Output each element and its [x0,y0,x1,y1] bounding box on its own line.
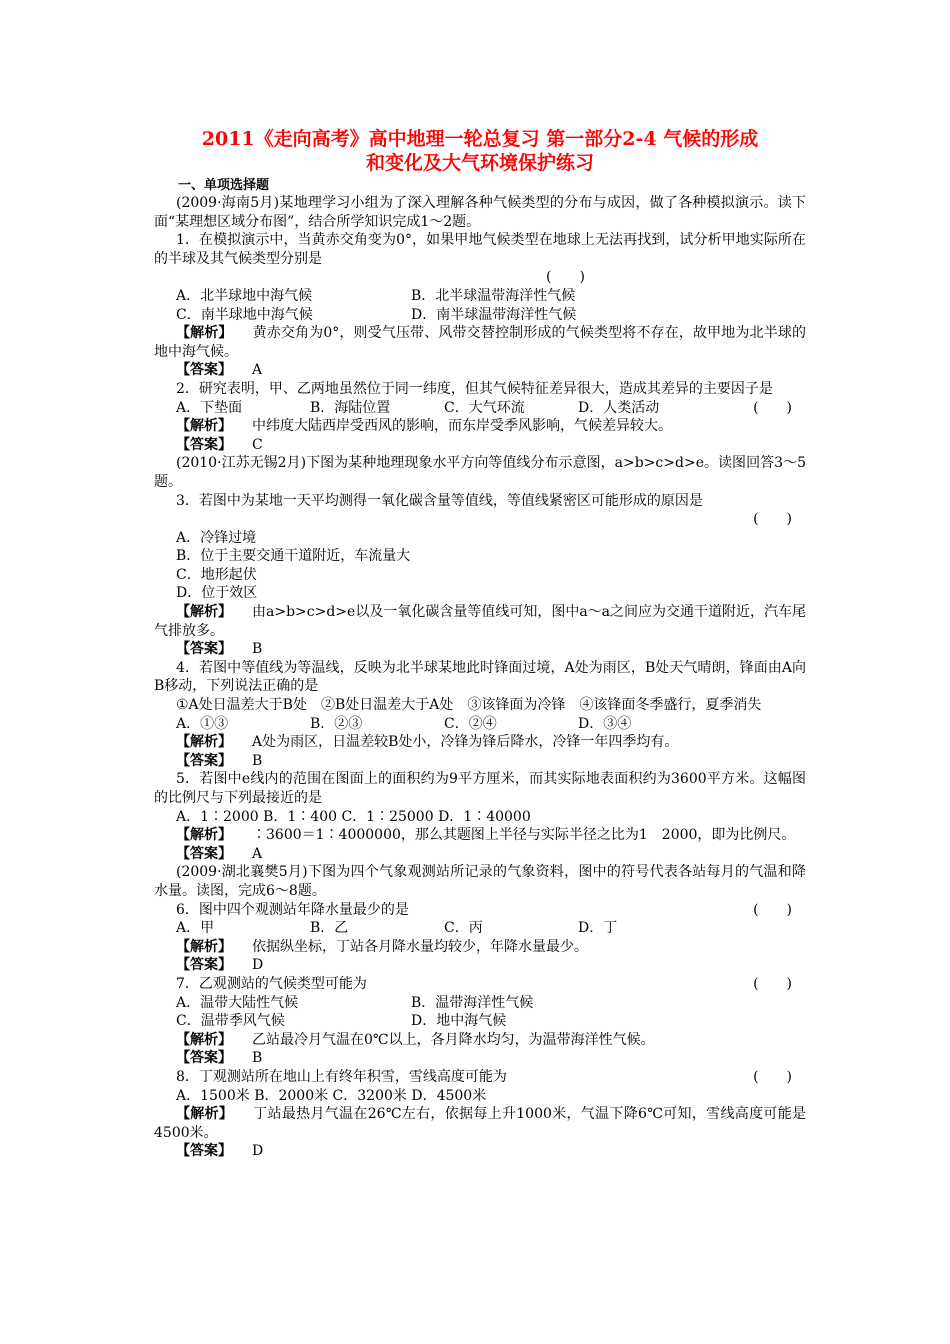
q7-option-a: A．温带大陆性气候 [176,994,299,1011]
q3-answer [154,640,806,659]
intro-1: (2009·海南5月)某地理学习小组为了深入理解各种气候类型的分布与成因，做了各种模拟演示。读下面“某理想区域分布图”，结合所学知识完成1～2题。 [154,195,806,230]
q4-option-b: B．②③ [310,715,363,732]
answer-label: 【答案】 [176,436,232,453]
question-text: 6．图中四个观测站年降水量最少的是 [176,901,409,918]
question-1: 1．在模拟演示中，当黄赤交角变为0°，如果甲地气候类型在地球上无法再找到，试分析甲地实际所在的半球及其气候类型分别是 [154,232,806,267]
intro-3: (2009·湖北襄樊5月)下图为四个气象观测站所记录的气象资料，图中的符号代表各站每月的气温和降水量。读图，完成6～8题。 [154,864,806,899]
answer-value: D [252,957,264,974]
q7-option-c: C．温带季风气候 [176,1013,285,1030]
question-text: 7．乙观测站的气候类型可能为 [176,975,367,992]
q4-option-c: C．②④ [444,715,497,732]
analysis-text: 丁站最热月气温在26℃左右，依据每上升1000米，气温下降6℃可知，雪线高度可能是4500米。 [154,1106,807,1141]
question-5: 5．若图中e线内的范围在图面上的面积约为9平方厘米，而其实际地表面积约为3600平方米。这幅图的比例尺与下列最接近的是 [154,771,806,806]
title-line-1: 2011《走向高考》高中地理一轮总复习 第一部分2-4 气候的形成 [201,128,759,150]
q8-analysis [154,1105,806,1142]
q1-option-c: C．南半球地中海气候 [176,306,313,323]
question-8 [154,1068,806,1087]
analysis-text: 乙站最冷月气温在0℃以上，各月降水均匀，为温带海洋性气候。 [252,1031,655,1048]
answer-value: A [252,362,263,379]
q1-options-row-1 [154,287,806,306]
analysis-label: 【解析】 [176,938,232,955]
q3-option-b: B．位于主要交通干道附近，车流量大 [176,548,411,565]
q1-option-b: B．北半球温带海洋性气候 [411,287,576,304]
q2-option-a: A．下垫面 [176,399,243,416]
q4-option-a: A．①③ [176,715,229,732]
answer-value: B [252,641,263,658]
q8-options: A．1500米 B．2000米 C．3200米 D．4500米 [176,1087,487,1104]
q6-option-a: A．甲 [176,920,215,937]
intro-2: (2010·江苏无锡2月)下图为某种地理现象水平方向等值线分布示意图，a>b>c>d>e。读图回答3～5题。 [154,455,806,490]
q6-answer [154,956,806,975]
analysis-label: 【解析】 [176,1106,234,1123]
q1-paren-line [154,268,806,287]
analysis-text: 黄赤交角为0°，则受气压带、风带交替控制形成的气候类型将不存在，故甲地为北半球的地中海气候。 [154,325,807,360]
q7-option-b: B．温带海洋性气候 [411,994,534,1011]
q1-answer [154,361,806,380]
q8-answer [154,1142,806,1161]
answer-label: 【答案】 [176,752,232,769]
q2-option-c: C．大气环流 [444,399,525,416]
answer-label: 【答案】 [176,957,232,974]
q6-option-d: D．丁 [578,920,618,937]
document-title [144,127,816,175]
question-text: 2．研究表明，甲、乙两地虽然位于同一纬度，但其气候特征差异很大，造成其差异的主要因子是 [176,380,773,397]
title-line-2: 和变化及大气环境保护练习 [365,152,594,174]
question-6 [154,901,806,920]
section-heading: 一、单项选择题 [178,178,270,193]
q6-options [154,919,806,938]
answer-value: C [252,436,263,453]
q6-analysis [154,938,806,957]
answer-paren: ( ) [546,269,585,286]
q5-answer [154,845,806,864]
answer-label: 【答案】 [176,845,232,862]
answer-label: 【答案】 [176,641,232,658]
analysis-label: 【解析】 [176,604,232,621]
analysis-label: 【解析】 [176,418,232,435]
analysis-label: 【解析】 [176,734,232,751]
answer-label: 【答案】 [176,1143,232,1160]
q7-options-row-1 [154,994,806,1013]
answer-value: B [252,1050,263,1067]
q2-options [154,399,806,418]
answer-value: B [252,752,263,769]
q5-options: A．1∶2000 B．1∶400 C．1∶25000 D．1∶40000 [176,808,531,825]
question-2 [154,380,806,399]
analysis-text: 由a>b>c>d>e以及一氧化碳含量等值线可知，图中a～a之间应为交通干道附近，汽车尾气排放多。 [154,604,807,639]
q3-paren-line [154,510,806,529]
q1-option-d: D．南半球温带海洋性气候 [411,306,577,323]
q1-options-row-2 [154,306,806,325]
q4-statements: ①A处日温差大于B处 ②B处日温差大于A处 ③该锋面为冷锋 ④该锋面冬季盛行，夏季消失 [176,697,762,714]
analysis-text: A处为雨区，日温差较B处小，冷锋为锋后降水，冷锋一年四季均有。 [252,734,679,751]
question-text: 8．丁观测站所在地山上有终年积雪，雪线高度可能为 [176,1068,507,1085]
answer-value: D [252,1143,264,1160]
q4-option-d: D．③④ [578,715,632,732]
analysis-text: 依据纵坐标，丁站各月降水量均较少，年降水量最少。 [252,938,588,955]
document-page [154,127,806,1161]
answer-value: A [252,845,263,862]
q7-options-row-2 [154,1012,806,1031]
q2-option-b: B．海陆位置 [310,399,391,416]
q7-option-d: D．地中海气候 [411,1013,507,1030]
question-7 [154,975,806,994]
q7-analysis [154,1031,806,1050]
analysis-text: ∶3600＝1∶4000000，那么其题图上半径与实际半径之比为1 2000，即为比例尺。 [252,827,796,844]
q2-answer [154,436,806,455]
q3-option-a: A．冷锋过境 [176,529,257,546]
answer-paren: ( ) [753,399,792,416]
q7-answer [154,1049,806,1068]
q1-analysis [154,324,806,361]
q4-answer [154,752,806,771]
q4-analysis [154,733,806,752]
question-3: 3．若图中为某地一天平均测得一氧化碳含量等值线，等值线紧密区可能形成的原因是 [176,492,703,509]
answer-paren: ( ) [753,511,792,528]
q2-option-d: D．人类活动 [578,399,660,416]
analysis-text: 中纬度大陆西岸受西风的影响，而东岸受季风影响，气候差异较大。 [252,418,672,435]
question-4: 4．若图中等值线为等温线，反映为北半球某地此时锋面过境，A处为雨区，B处天气晴朗，锋面由A向B移动，下列说法正确的是 [154,659,806,695]
answer-label: 【答案】 [176,1050,232,1067]
q3-option-d: D．位于效区 [176,585,258,602]
answer-paren: ( ) [753,975,792,992]
q1-option-a: A．北半球地中海气候 [176,287,313,304]
q6-option-b: B．乙 [310,920,349,937]
analysis-label: 【解析】 [176,1031,232,1048]
q6-option-c: C．丙 [444,920,483,937]
q5-analysis [154,826,806,845]
analysis-label: 【解析】 [176,827,232,844]
q3-option-c: C．地形起伏 [176,566,257,583]
q3-analysis [154,603,806,640]
q2-analysis [154,417,806,436]
answer-paren: ( ) [753,1068,792,1085]
answer-label: 【答案】 [176,362,232,379]
answer-paren: ( ) [753,901,792,918]
q4-options [154,715,806,734]
analysis-label: 【解析】 [176,325,233,342]
